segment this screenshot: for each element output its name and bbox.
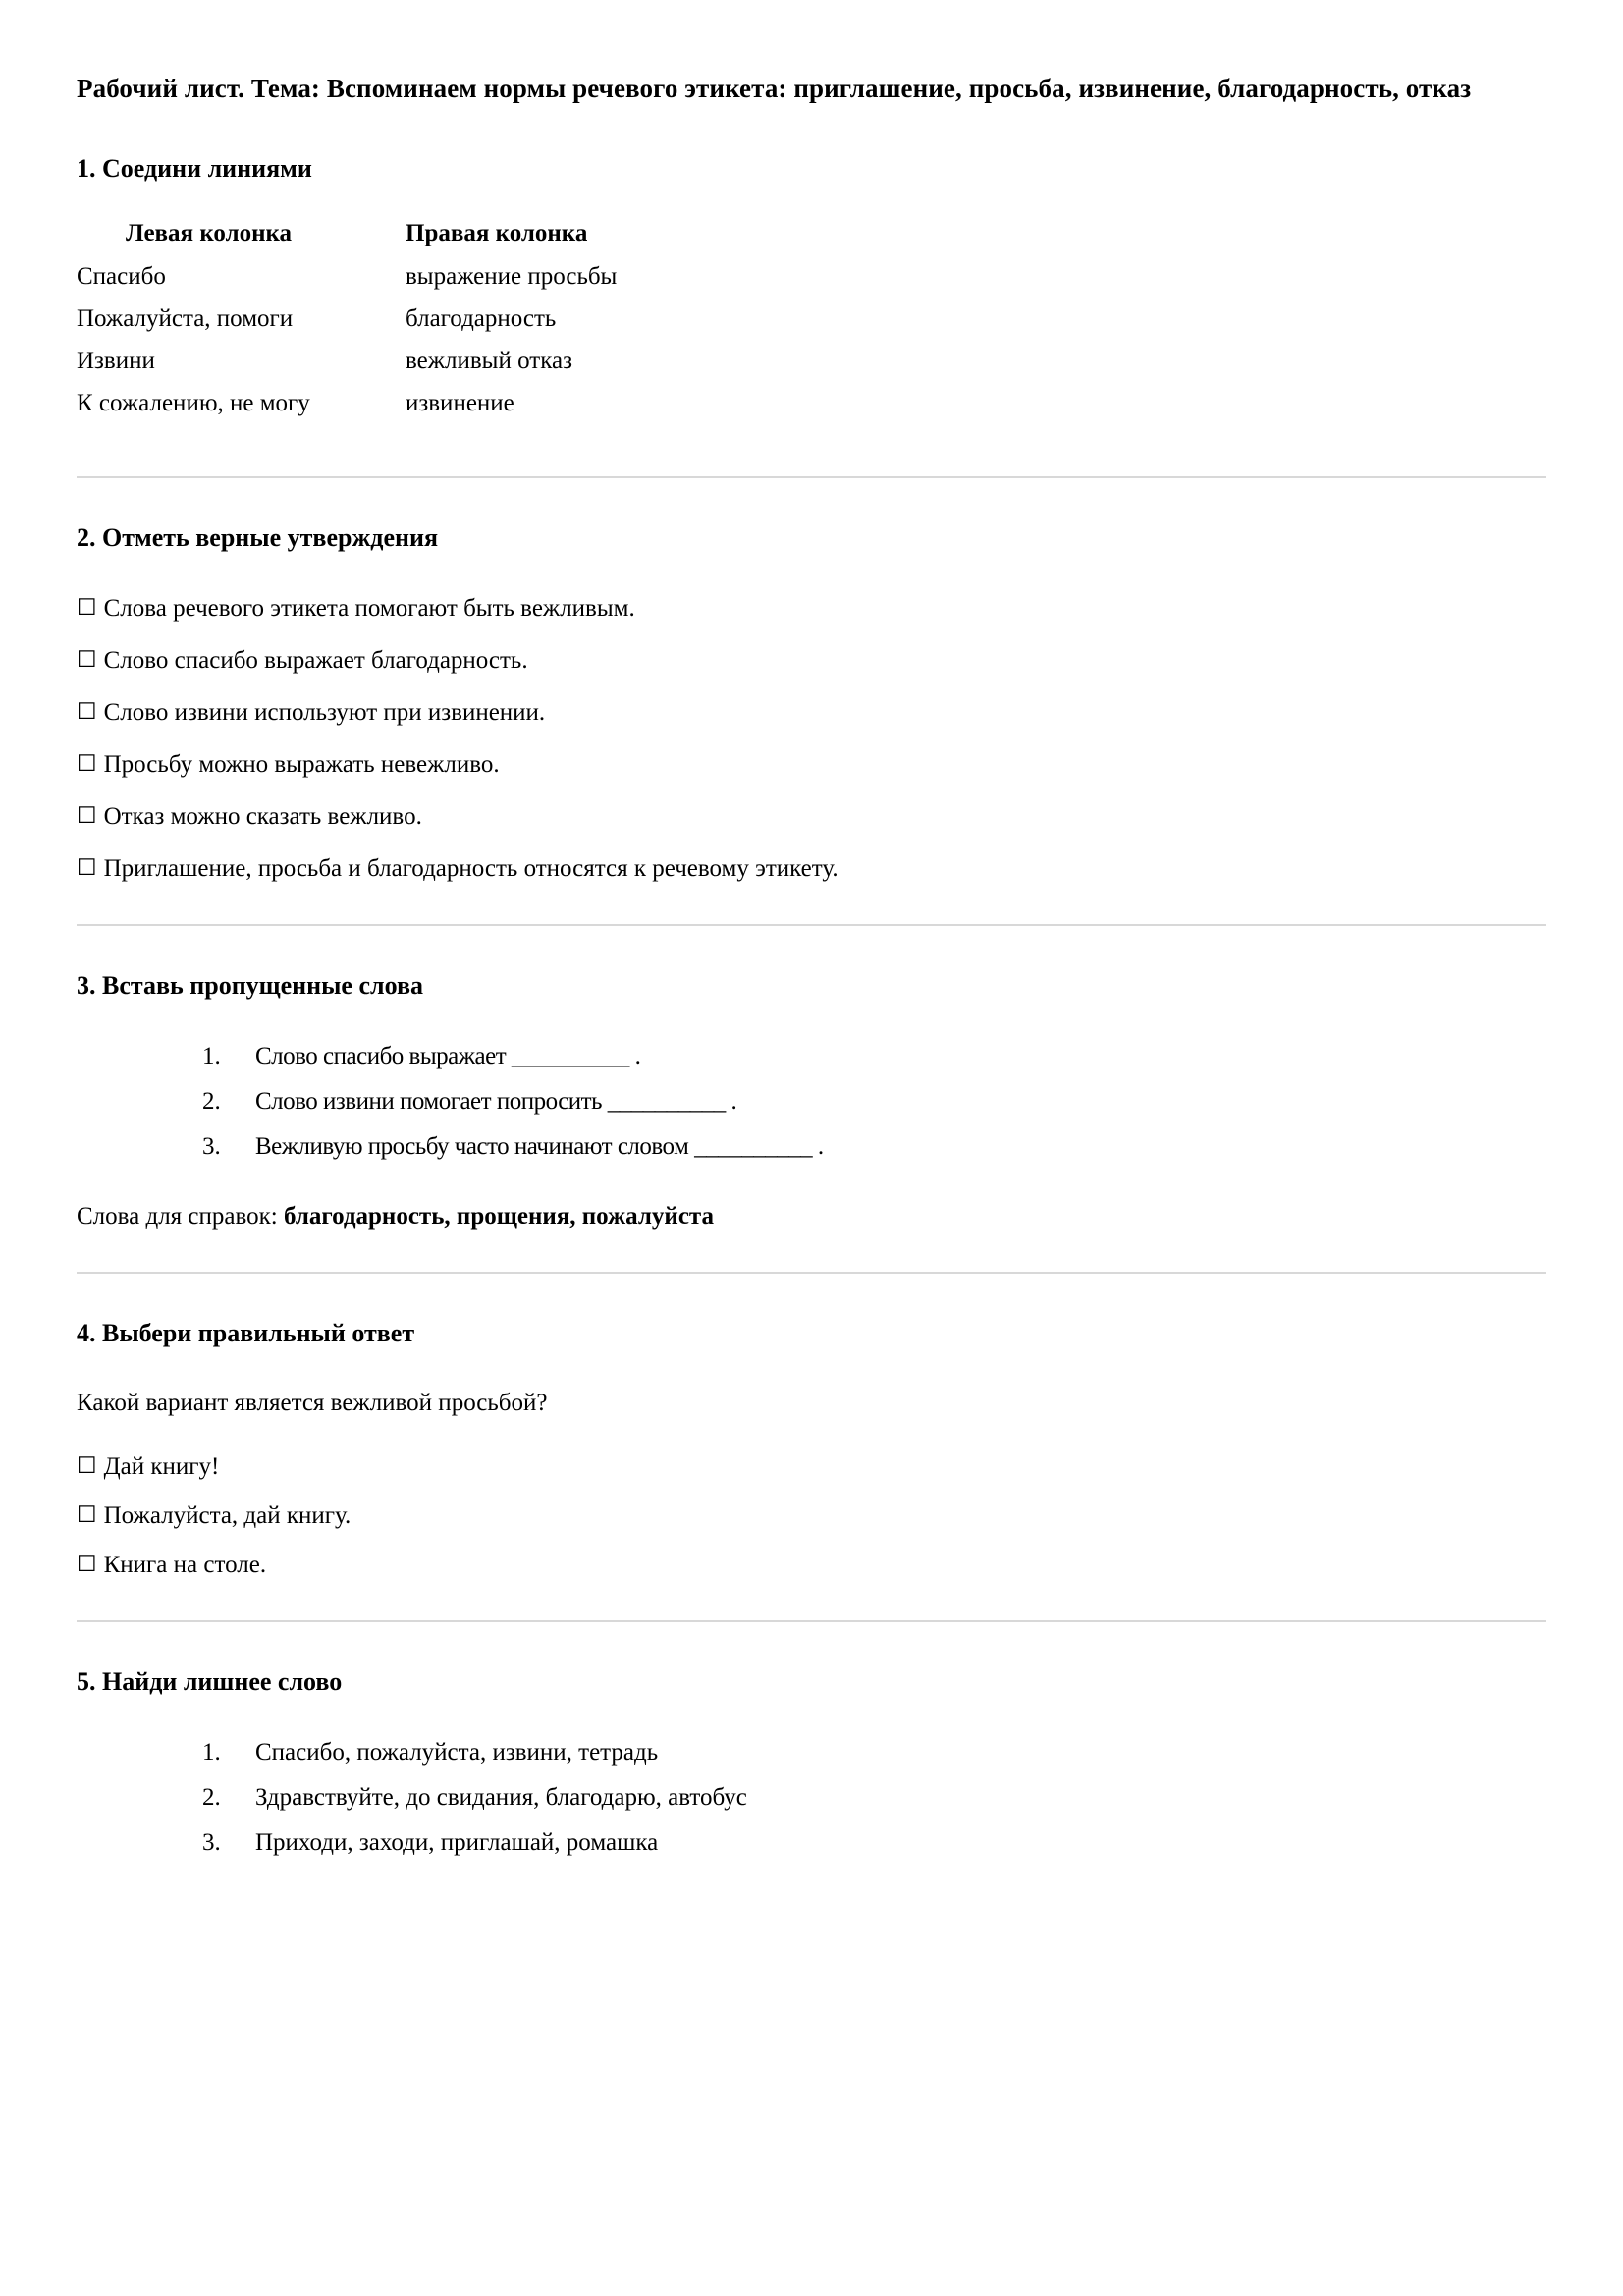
odd-one-out-row: Приходи, заходи, приглашай, ромашка — [255, 1830, 659, 1857]
fill-blank-sentence: Слово извини помогает попросить __________ . — [255, 1087, 737, 1115]
section-4-heading: 4. Выбери правильный ответ — [77, 1318, 415, 1347]
reference-words-label: Слова для справок: — [77, 1202, 284, 1230]
match-left-item[interactable]: Извини — [77, 348, 155, 375]
statements-checkbox-list — [77, 596, 1546, 881]
column-header-right: Правая колонка — [406, 220, 588, 247]
checkbox-icon[interactable]: ☐ — [77, 698, 97, 725]
section-2-statements — [77, 521, 1546, 881]
section-divider-1 — [77, 476, 1546, 478]
list-item[interactable] — [202, 1134, 1546, 1159]
table-row — [77, 264, 617, 306]
match-left-item[interactable]: К сожалению, не могу — [77, 390, 310, 417]
section-divider-4 — [77, 1620, 1546, 1622]
checkbox-icon[interactable]: ☐ — [77, 1503, 97, 1529]
list-item[interactable] — [202, 1785, 1546, 1810]
page-title: Рабочий лист. Тема: Вспоминаем нормы речевого этикета: приглашение, просьба, извинение, благодарность, отказ — [77, 74, 1472, 103]
match-table-body — [77, 264, 617, 433]
checkbox-icon[interactable]: ☐ — [77, 646, 97, 673]
odd-one-out-list — [77, 1740, 1546, 1855]
checkbox-icon[interactable]: ☐ — [77, 802, 97, 829]
list-item[interactable] — [77, 700, 1546, 725]
statement-label: Слова речевого этикета помогают быть вежливым. — [103, 594, 635, 622]
odd-one-out-row: Спасибо, пожалуйста, извини, тетрадь — [255, 1739, 659, 1767]
statement-label: Приглашение, просьба и благодарность относятся к речевому этикету. — [103, 854, 839, 882]
answer-option-label: Книга на столе. — [103, 1552, 267, 1579]
checkbox-icon[interactable]: ☐ — [77, 1453, 97, 1480]
checkbox-icon[interactable]: ☐ — [77, 1552, 97, 1578]
list-item[interactable] — [77, 1454, 1546, 1479]
match-right-item[interactable]: вежливый отказ — [406, 348, 572, 375]
section-4-multiple-choice — [77, 1317, 1546, 1578]
table-row — [77, 306, 617, 349]
fill-blank-sentence: Вежливую просьбу часто начинают словом __________ . — [255, 1132, 824, 1160]
section-divider-3 — [77, 1272, 1546, 1274]
list-item[interactable] — [77, 752, 1546, 777]
list-item[interactable] — [202, 1740, 1546, 1765]
match-left-item[interactable]: Пожалуйста, помоги — [77, 305, 294, 333]
section-1-heading: 1. Соедини линиями — [77, 154, 312, 184]
match-left-item[interactable]: Спасибо — [77, 263, 166, 291]
table-header-row — [77, 221, 617, 264]
section-2-heading: 2. Отметь верные утверждения — [77, 523, 439, 553]
section-3-fill-blanks — [77, 969, 1546, 1229]
section-divider-2 — [77, 924, 1546, 926]
list-item[interactable] — [202, 1044, 1546, 1068]
list-item[interactable] — [77, 596, 1546, 621]
section-4-question: Какой вариант является вежливой просьбой? — [77, 1390, 548, 1417]
table-row — [77, 391, 617, 433]
answer-option-label: Пожалуйста, дай книгу. — [103, 1503, 352, 1530]
statement-label: Слово спасибо выражает благодарность. — [103, 646, 528, 674]
list-item[interactable] — [77, 648, 1546, 673]
column-header-left: Левая колонка — [126, 220, 293, 247]
statement-label: Отказ можно сказать вежливо. — [103, 802, 422, 830]
match-table-head — [77, 221, 617, 264]
section-3-heading: 3. Вставь пропущенные слова — [77, 970, 423, 1000]
checkbox-icon[interactable]: ☐ — [77, 750, 97, 777]
match-columns-block — [77, 221, 1546, 433]
match-right-item[interactable]: благодарность — [406, 305, 557, 333]
answer-options-list — [77, 1454, 1546, 1577]
statement-label: Слово извини используют при извинении. — [103, 698, 546, 726]
match-right-item[interactable]: извинение — [406, 390, 514, 417]
list-item[interactable] — [202, 1089, 1546, 1114]
match-table — [77, 221, 617, 433]
odd-one-out-row: Здравствуйте, до свидания, благодарю, автобус — [255, 1784, 747, 1812]
list-item[interactable] — [202, 1831, 1546, 1855]
checkbox-icon[interactable]: ☐ — [77, 594, 97, 621]
table-row — [77, 349, 617, 391]
section-1-match — [77, 152, 1546, 433]
reference-words-value: благодарность, прощения, пожалуйста — [283, 1202, 715, 1230]
fill-blank-sentence: Слово спасибо выражает __________ . — [255, 1042, 641, 1069]
statement-label: Просьбу можно выражать невежливо. — [103, 750, 500, 778]
list-item[interactable] — [77, 1553, 1546, 1577]
list-item[interactable] — [77, 856, 1546, 881]
section-5-odd-one-out — [77, 1666, 1546, 1855]
section-5-heading: 5. Найди лишнее слово — [77, 1667, 343, 1697]
list-item[interactable] — [77, 804, 1546, 829]
fill-blank-list — [77, 1044, 1546, 1159]
reference-words-line — [77, 1204, 1546, 1229]
match-right-item[interactable]: выражение просьбы — [406, 263, 618, 291]
answer-option-label: Дай книгу! — [103, 1453, 220, 1481]
list-item[interactable] — [77, 1503, 1546, 1528]
checkbox-icon[interactable]: ☐ — [77, 854, 97, 881]
